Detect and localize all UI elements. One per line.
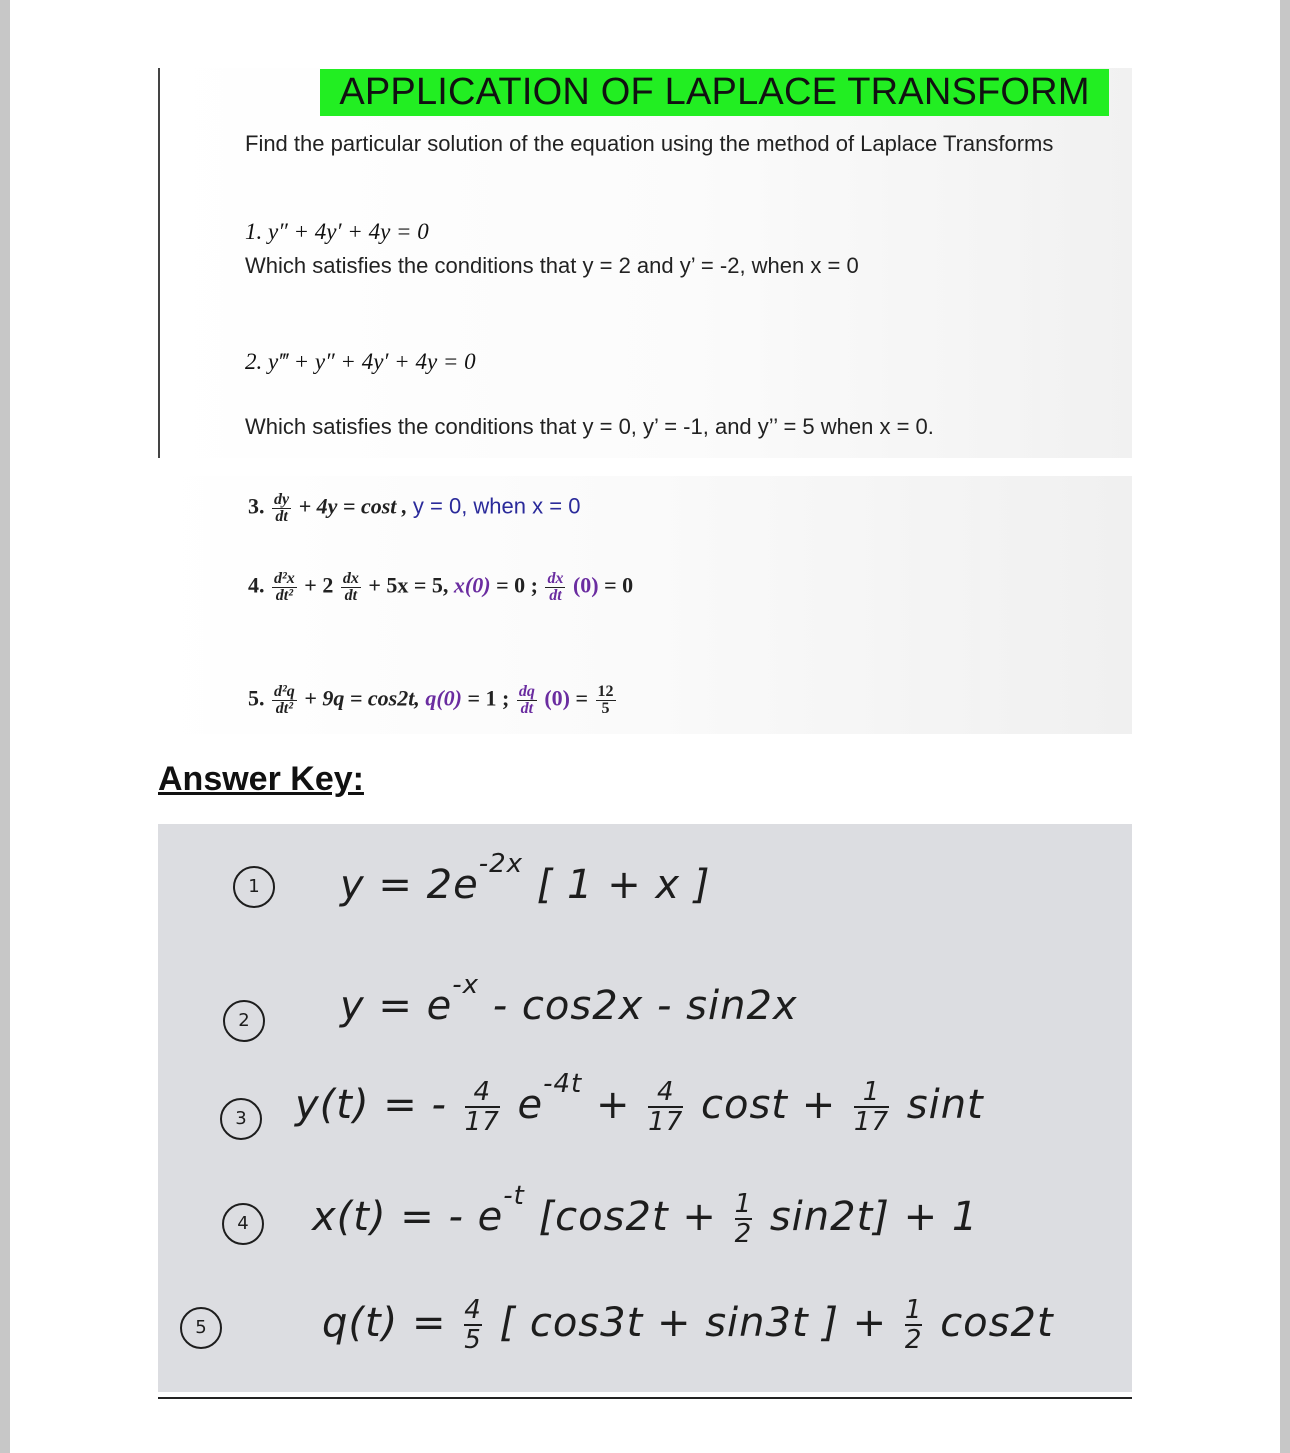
answer-3-sin-term: sint — [906, 1082, 984, 1128]
answer-5-bracket: [ cos3t + sin3t ] + — [499, 1300, 888, 1346]
answer-3 — [295, 1069, 984, 1137]
answer-4 — [312, 1181, 979, 1249]
answer-3-lhs: y(t) = - — [295, 1082, 447, 1128]
answer-key-heading: Answer Key: — [158, 760, 364, 798]
problem-3-condition: y = 0, when x = 0 — [412, 493, 581, 519]
answer-3-plus: + — [595, 1082, 631, 1128]
answer-5-tail: cos2t — [940, 1300, 1054, 1346]
answer-3-exponent: -4t — [543, 1069, 583, 1099]
answer-1 — [340, 849, 711, 908]
problem-3 — [248, 492, 580, 525]
problem-5-ic-2: (0) — [544, 685, 570, 711]
answer-4-tail: sin2t] + 1 — [769, 1194, 979, 1240]
answer-3-coef-2: $\frac{4}{17}$ — [648, 1077, 684, 1137]
problem-4-ic-2: (0) — [572, 572, 599, 598]
problem-3-number: 3. — [248, 493, 265, 519]
answer-5-lhs: q(t) = — [322, 1300, 447, 1346]
problem-5-equals: = — [575, 685, 589, 711]
answer-2-tail: - cos2x - sin2x — [492, 983, 798, 1029]
problem-5-number: 5. — [248, 685, 265, 711]
problem-5-ic-2-value: $\frac{12}{5}$ — [597, 683, 614, 717]
problem-4-term: + 2 — [304, 572, 334, 598]
problem-4-ic-2-value: = 0 — [604, 572, 634, 598]
answer-2-marker: 2 — [223, 1000, 265, 1042]
problem-4 — [248, 571, 633, 604]
answer-3-coef-1: $\frac{4}{17}$ — [464, 1077, 500, 1137]
problem-2-equation: 2. y‴ + y″ + 4y′ + 4y = 0 — [245, 349, 476, 374]
problem-4-ic-1: x(0) — [453, 572, 491, 598]
answer-4-coef: $\frac{1}{2}$ — [734, 1189, 753, 1249]
problem-4-first-derivative: $\frac{dx}{dt}$ — [342, 570, 359, 604]
answer-5 — [322, 1296, 1054, 1354]
answer-1-bracket: [ 1 + x ] — [536, 862, 711, 908]
answer-1-exponent: -2x — [478, 849, 523, 879]
problem-4-ic-1-value: = 0 ; — [496, 572, 538, 598]
problem-4-ic-derivative: $\frac{dx}{dt}$ — [547, 570, 564, 604]
problem-5-ic-derivative: $\frac{dq}{dt}$ — [518, 683, 535, 717]
answer-5-coef-1: $\frac{4}{5}$ — [464, 1295, 482, 1355]
instruction-text: Find the particular solution of the equation using the method of Laplace Transforms — [245, 131, 1054, 156]
answer-3-exp-base: e — [517, 1082, 544, 1128]
problem-3-rest: + 4y = cost , — [298, 493, 408, 519]
problem-4-number: 4. — [248, 572, 265, 598]
margin-rule — [158, 68, 160, 458]
problem-4-second-derivative: $\frac{\text{d²x}}{\text{dt²}}$ — [274, 570, 295, 604]
bottom-divider — [158, 1397, 1132, 1399]
problem-4-term-2: + 5x = 5, — [368, 572, 449, 598]
answer-4-exponent: -t — [503, 1181, 525, 1211]
answer-5-coef-2: $\frac{1}{2}$ — [904, 1295, 923, 1355]
problem-5 — [248, 684, 618, 717]
problem-5-ic-1-value: = 1 ; — [467, 685, 510, 711]
answer-2-exponent: -x — [452, 970, 480, 1000]
problem-3-derivative: $\frac{dy}{dt}$ — [274, 491, 290, 525]
answer-4-lhs: x(t) = - e — [312, 1194, 504, 1240]
problem-1-condition: Which satisfies the conditions that y = 2 and y’ = -2, when x = 0 — [245, 253, 859, 278]
problem-1-equation: 1. y″ + 4y′ + 4y = 0 — [245, 219, 429, 244]
answer-3-marker: 3 — [220, 1098, 262, 1140]
answer-1-exp-base: 2e — [426, 862, 479, 908]
answer-1-marker: 1 — [233, 866, 275, 908]
answer-4-marker: 4 — [222, 1203, 264, 1245]
page-title: APPLICATION OF LAPLACE TRANSFORM — [320, 69, 1109, 116]
answer-2-lhs: y = — [340, 983, 413, 1029]
answer-5-marker: 5 — [180, 1307, 222, 1349]
problem-2-condition: Which satisfies the conditions that y = 0, y’ = -1, and y’’ = 5 when x = 0. — [245, 414, 934, 439]
problem-5-ic-1: q(0) — [425, 685, 462, 711]
answer-3-coef-3: $\frac{1}{17}$ — [853, 1077, 890, 1137]
problem-5-term: + 9q = cos2t, — [304, 685, 420, 711]
answer-4-bracket-open: [cos2t + — [538, 1194, 717, 1240]
answer-2 — [340, 970, 798, 1029]
answer-3-cos-term: cost + — [700, 1082, 837, 1128]
answer-2-exp-base: e — [426, 983, 453, 1029]
answer-1-lhs: y = — [340, 862, 413, 908]
problem-5-second-derivative: $\frac{\text{d²q}}{\text{dt²}}$ — [274, 683, 295, 717]
